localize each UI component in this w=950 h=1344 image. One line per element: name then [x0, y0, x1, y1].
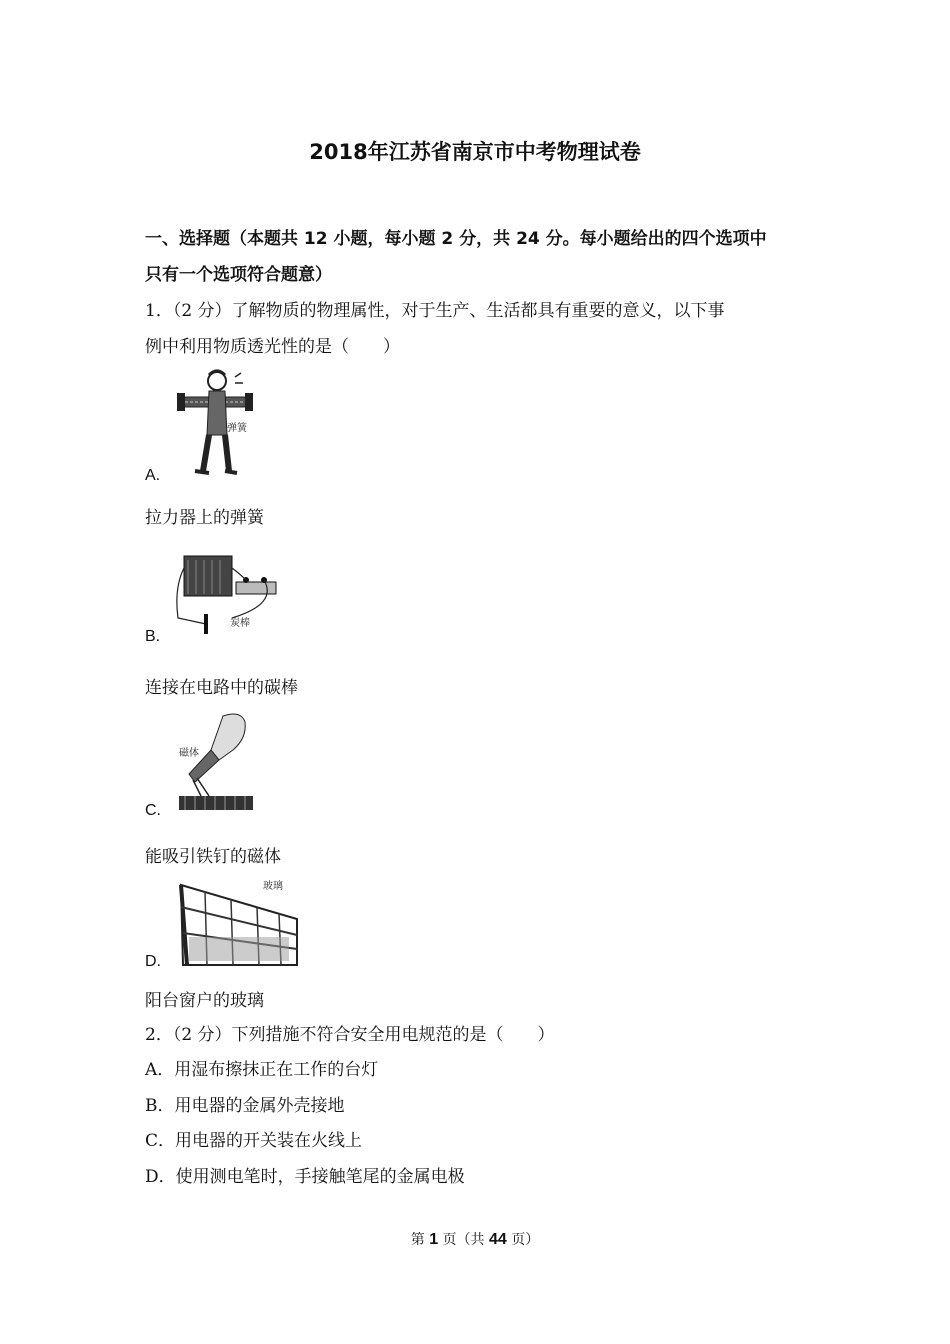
section-heading-line1: 一、选择题（本题共 12 小题，每小题 2 分，共 24 分。每小题给出的四个选项中 — [145, 229, 767, 249]
q1-option-d-letter: D. — [145, 953, 161, 970]
q1-option-a-letter: A. — [145, 467, 161, 484]
spring-exerciser-figure — [175, 367, 260, 485]
footer-suffix: 页） — [511, 1232, 540, 1248]
footer-page-number: 1 — [429, 1231, 439, 1248]
footer-middle: 页（共 — [442, 1232, 485, 1248]
q1-option-c-letter: C. — [145, 802, 161, 819]
q1-option-c-caption: 能吸引铁钉的磁体 — [145, 847, 281, 867]
page-footer — [0, 1229, 950, 1249]
magnet-label: 磁体 — [179, 748, 199, 759]
q1-option-d-caption: 阳台窗户的玻璃 — [145, 991, 264, 1011]
magnet-figure — [175, 710, 255, 816]
q2-option-b: B．用电器的金属外壳接地 — [145, 1096, 345, 1116]
q2-option-a: A．用湿布擦抹正在工作的台灯 — [145, 1060, 379, 1080]
section-heading-line2: 只有一个选项符合题意） — [145, 265, 332, 285]
q1-stem-line1: 1．（2 分）了解物质的物理属性，对于生产、生活都具有重要的意义，以下事 — [145, 301, 725, 321]
spring-label: 弹簧 — [227, 423, 247, 434]
q1-option-a-caption: 拉力器上的弹簧 — [145, 508, 264, 528]
q1-stem-line2: 例中利用物质透光性的是（ ） — [145, 337, 400, 357]
footer-prefix: 第 — [410, 1232, 425, 1248]
q1-option-b-caption: 连接在电路中的碳棒 — [145, 678, 298, 698]
carbon-rod-label: 炭棒 — [230, 618, 250, 629]
balcony-window-figure — [175, 877, 303, 969]
q2-stem: 2．（2 分）下列措施不符合安全用电规范的是（ ） — [145, 1025, 555, 1045]
q2-option-d: D．使用测电笔时，手接触笔尾的金属电极 — [145, 1167, 465, 1187]
carbon-rod-circuit-figure — [170, 548, 282, 638]
q1-option-b-letter: B. — [145, 628, 161, 645]
glass-label: 玻璃 — [263, 881, 283, 892]
q2-option-c: C．用电器的开关装在火线上 — [145, 1131, 363, 1151]
footer-total-pages: 44 — [489, 1231, 507, 1248]
page-title: 2018年江苏省南京市中考物理试卷 — [309, 140, 641, 164]
